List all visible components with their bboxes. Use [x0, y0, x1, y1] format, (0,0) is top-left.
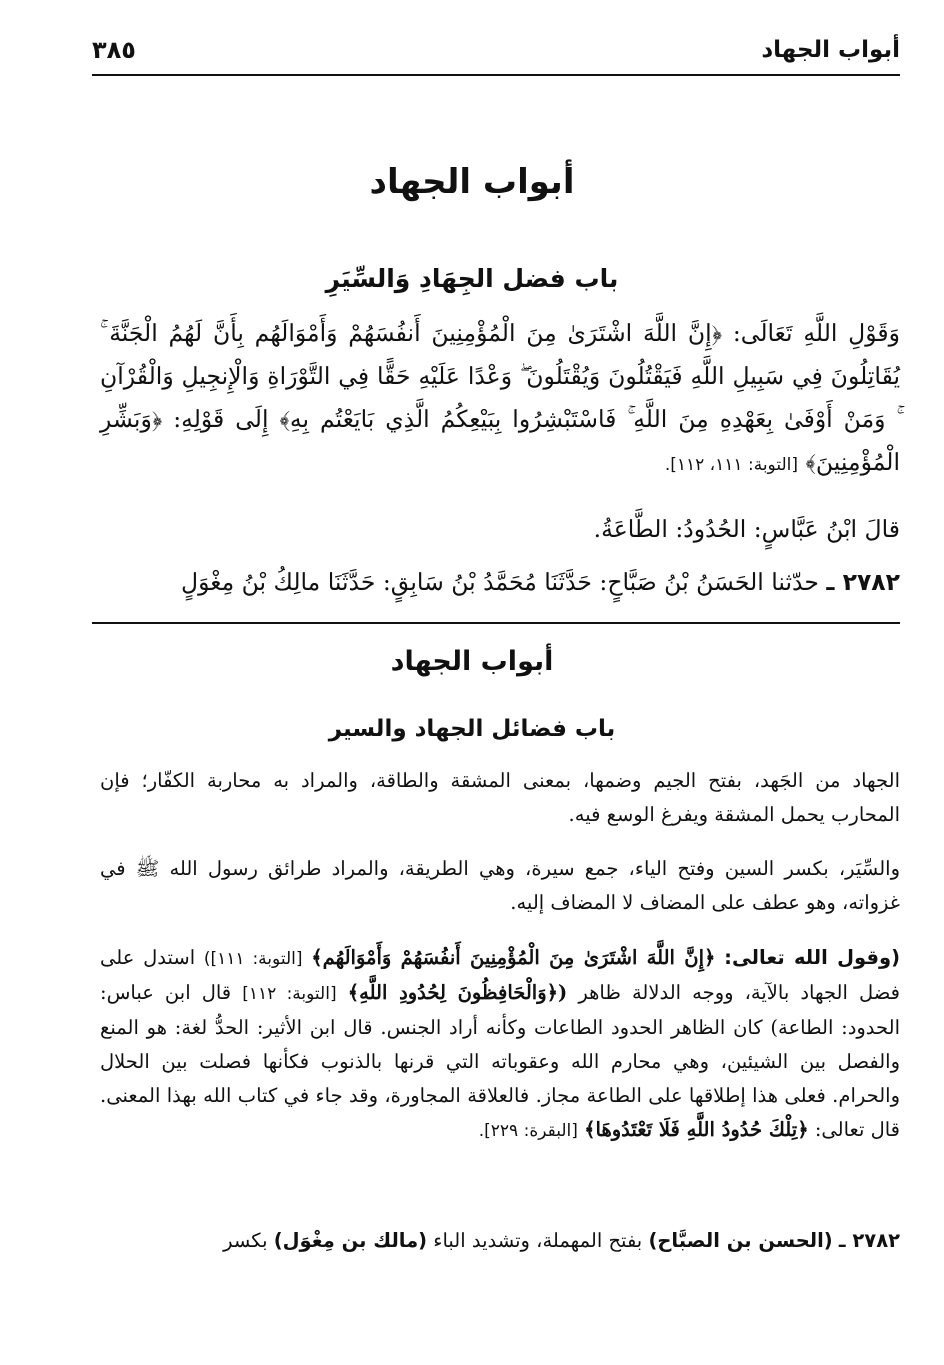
salawat-glyph: ﷺ — [135, 857, 160, 880]
verse-until: إِلَى قَوْلِهِ: — [173, 405, 269, 433]
matn-book-title: أبواب الجهاد — [369, 162, 575, 202]
sharh-text-1: استدل على فضل الجهاد بالآية، ووجه الدلالة ظاهر — [100, 946, 901, 1004]
narrator-name-1: (الحسن بن الصبَّاح) — [648, 1229, 833, 1252]
quran-verse: ﴿إِنَّ اللَّهَ اشْتَرَىٰ مِنَ الْمُؤْمِنِينَ أَنفُسَهُمْ وَأَمْوَالَهُم بِأَنَّ لَهُمُ الْجَنَّةَ ۚ يُقَاتِلُونَ فِي سَبِيلِ اللَّهِ فَيَقْتُلُونَ وَيُقْتَلُونَ ۖ وَعْدًا عَلَيْهِ حَقًّا فِي التَّوْرَاةِ وَالْإِنجِيلِ وَالْقُرْآنِ ۚ وَمَنْ أَوْفَىٰ بِعَهْدِهِ مِنَ اللَّهِ ۚ فَاسْتَبْشِرُوا بِبَيْعِكُمُ الَّذِي بَايَعْتُم بِهِ﴾ — [100, 319, 900, 433]
sharh-hadith-text-2: بكسر — [223, 1229, 268, 1252]
verse-reference-2: [التوبة: ١١٢] — [242, 984, 337, 1004]
sharh-paragraph-jihad: الجهاد من الجَهد، بفتح الجيم وضمها، بمعنى المشقة والطاقة، والمراد به محاربة الكفّار؛ فإن المحارب يحمل المشقة ويفرغ الوسع فيه. — [100, 769, 900, 826]
siyar-text-1: والسِّيَر، بكسر السين وفتح الياء، جمع سيرة، وهي الطريقة، والمراد طرائق رسول الله — [169, 857, 900, 880]
verse-intro: وَقَوْلِ اللَّهِ تَعَالَى: — [732, 319, 900, 347]
sharh-chapter-title: باب فضائل الجهاد والسير — [328, 716, 616, 742]
sharh-paragraph-siyar — [100, 852, 900, 920]
matn-chapter-title: باب فضل الجِهَادِ وَالسِّيَرِ — [325, 264, 619, 293]
running-header — [92, 30, 900, 76]
verse-reference-1: [التوبة: ١١١]) — [203, 949, 303, 969]
sharh-text-2: قال ابن عباس: الحدود: الطاعة) كان الظاهر الحدود الطاعات وكأنه أراد الجنس. قال ابن الأثير: الحدُّ لغة: هو المنع والفصل بين الشيئين، وهي محارم الله وعقوباته التي قرنها بالذنوب فكأنها فصلت بين الحلال والحرام. فعلى هذا إطلاقها على الطاعة مجاز. فالعلاقة المجاورة، وقد جاء في كتاب الله بهذا المعنى. قال تعالى: — [100, 981, 900, 1141]
sharh-paragraph-verse — [100, 941, 900, 1148]
verse-reference: [التوبة: ١١١، ١١٢]. — [664, 455, 799, 475]
quran-verse-end: ﴿وَبَشِّرِ الْمُؤْمِنِينَ﴾ — [100, 405, 900, 476]
matn-verse-paragraph — [100, 312, 900, 487]
siyar-text-2: في غزواته، وهو عطف على المضاف لا المضاف إليه. — [100, 857, 900, 914]
quran-verse-sharh: ﴿إِنَّ اللَّهَ اشْتَرَىٰ مِنَ الْمُؤْمِنِينَ أَنفُسَهُمْ وَأَمْوَالَهُم﴾ — [311, 946, 716, 969]
hadith-number: ٢٧٨٢ ـ — [826, 568, 900, 596]
verse-reference-3: [البقرة: ٢٢٩]. — [478, 1121, 578, 1141]
ibn-abbas-statement: قالَ ابْنُ عَبَّاسٍ: الحُدُودُ: الطَّاعَةُ. — [593, 515, 900, 543]
sharh-book-title: أبواب الجهاد — [390, 646, 554, 677]
page-number: ٣٨٥ — [92, 36, 136, 64]
hadith-isnad: حدّثنا الحَسَنُ بْنُ صَبَّاحٍ: حَدَّثَنَا مُحَمَّدُ بْنُ سَابِقٍ: حَدَّثَنَا مالِكُ بْنُ مِغْوَلٍ — [181, 568, 819, 596]
running-title: أبواب الجهاد — [761, 37, 900, 63]
sharh-paragraph-hadith — [100, 1224, 900, 1258]
sharh-hadith-number: ٢٧٨٢ ـ — [838, 1229, 900, 1252]
hadith-paragraph — [100, 561, 900, 604]
quran-verse-hudud: (﴿وَالْحَافِظُونَ لِحُدُودِ اللَّهِ﴾ — [347, 981, 568, 1004]
narrator-name-2: (مالك بن مِغْوَل) — [273, 1229, 428, 1252]
quran-verse-baqara: ﴿تِلْكَ حُدُودُ اللَّهِ فَلَا تَعْتَدُوهَا﴾ — [584, 1118, 809, 1141]
section-divider — [92, 622, 900, 624]
sharh-hadith-text-1: بفتح المهملة، وتشديد الباء — [433, 1229, 643, 1252]
verse-lead: (وقول الله تعالى: — [724, 946, 901, 969]
